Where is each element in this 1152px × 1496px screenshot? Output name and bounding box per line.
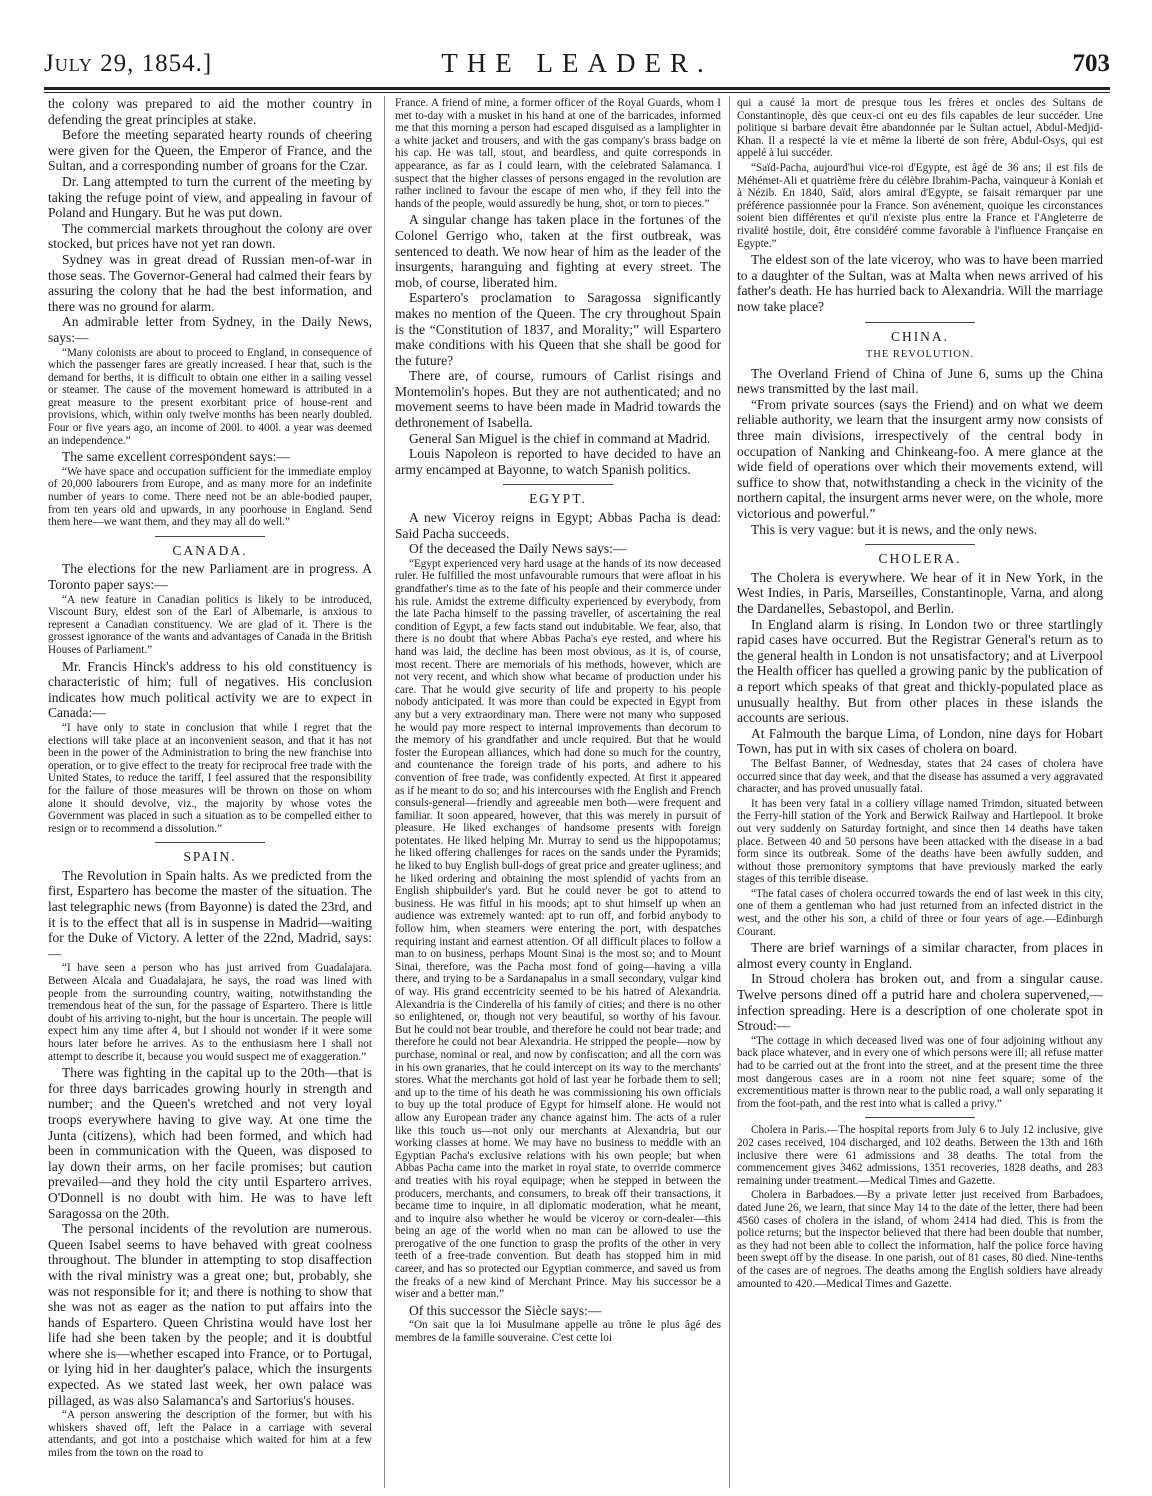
masthead-rule-thin	[44, 92, 1110, 93]
paragraph: “From private sources (says the Friend) and on what we deem reliable authority, we learn that the insurgent army now consists of three main divisions, irrespectively of the central body in occupation of Nanking and Chinkeang-foo. A mere glance at the wide field of operations over which their movements extend, will suffice to show that, notwithstanding a check in the vicinity of the northern capital, the insurgent arms never were, on the whole, more victorious and powerful.”	[737, 396, 1103, 522]
paragraph: In England alarm is rising. In London two or three startlingly rapid cases have occurred. But the Registrar General's return as to the general health in London is not unsatisfactory; and at Liverpool the Health officer has quelled a growing panic by the publication of a report which speaks of that great and thickly-populated place as unusually healthy. But from other places in these islands the accounts are serious.	[737, 616, 1103, 726]
paragraph: There are brief warnings of a similar character, from places in almost every county in England.	[737, 940, 1103, 971]
paragraph: Mr. Francis Hinck's address to his old constituency is characteristic of him; full of negatives. His conclusion indicates how much political activity we are to expect in Canada:—	[48, 658, 372, 721]
section-heading-canada: CANADA.	[172, 542, 248, 558]
paragraph: A singular change has taken place in the fortunes of the Colonel Gerrigo who, taken at the first outbreak, was sentenced to death. We now hear of him as the leader of the insurgents, haranguing and fighting at every street. The mob, of course, liberated him.	[395, 212, 721, 290]
paragraph: Louis Napoleon is reported to have decided to have an army encamped at Bayonne, to watch Spanish politics.	[395, 446, 721, 477]
paragraph: The Overland Friend of China of June 6, sums up the China news transmitted by the last mail.	[737, 365, 1103, 397]
paragraph: Of the deceased the Daily News says:—	[409, 541, 627, 557]
paragraph: There are, of course, rumours of Carlist risings and Montemolin's hopes. But they are not authenticated; and no movement seems to have been made in Madrid towards the dethronement of Isabella.	[395, 368, 721, 431]
paragraph: The commercial markets throughout the colony are over stocked, but prices have not yet ran down.	[48, 220, 372, 252]
news-note: Cholera in Paris.—The hospital reports from July 6 to July 12 inclusive, give 202 cases received, 104 discharged, and 102 deaths. Between the 13th and 16th inclusive there were 61 admissions and 38 deaths. The total from the commencement gives 3462 admissions, 1351 recoveries, 1828 deaths, and 283 remaining under treatment.—Medical Times and Gazette.	[737, 1124, 1103, 1187]
column-2	[395, 96, 721, 1491]
section-separator	[503, 484, 613, 485]
page-number: 703	[1072, 50, 1110, 77]
paragraph: At Falmouth the barque Lima, of London, nine days for Hobart Town, has put in with six cases of cholera on board.	[737, 725, 1103, 757]
paragraph: The same excellent correspondent says:—	[62, 449, 290, 465]
quotation: “The cottage in which deceased lived was one of four adjoining without any back place whatever, and in every one of which persons were ill; all refuse matter had to be carried out at the front into the street, and at the present time the three most dangerous cases are in a room not nine feet square; some of the excrementitious matter is thrown near to the public road, a wall only separating it from the foot-path, and the rest into what is called a privy.”	[737, 1034, 1103, 1110]
paragraph: the colony was prepared to aid the mother country in defending the great principles at stake.	[48, 96, 372, 127]
column-3	[737, 96, 1103, 1491]
paragraph: A new Viceroy reigns in Egypt; Abbas Pacha is dead: Said Pacha succeeds.	[395, 510, 721, 541]
quotation: “I have seen a person who has just arrived from Guadalajara. Between Alcala and Guadalajara, he says, the road was lined with people from the surrounding country, waiting, notwithstanding the tremendous heat of the sun, for the passage of Espartero. There is little doubt of his arriving to-night, but the hour is uncertain. The people will expect him any time after 4, but I should not wonder if it were some hours later before he arrives. As to the enthusiasm here I shall not attempt to describe it, because you would suspect me of exaggeration.”	[48, 962, 372, 1063]
section-heading-china: CHINA.	[890, 328, 950, 344]
quotation: It has been very fatal in a colliery village named Trimdon, situated between the Ferry-hill station of the York and Berwick Railway and Hartlepool. It broke out very suddenly on Saturday fortnight, and since then 14 deaths have taken place. Between 40 and 50 persons have been attacked with the disease in a bad form since its outbreak. Some of the deaths have been awfully sudden, and without those premonitory symptoms that have previously marked the early stages of this terrible disease.	[737, 797, 1103, 886]
section-separator	[155, 536, 265, 537]
section-heading-egypt: EGYPT.	[529, 491, 587, 507]
paragraph: There was fighting in the capital up to the 20th—that is for three days barricades growing hourly in strength and number; and the Queen's wretched and not very loyal troops everywhere having to give way. At one time the Junta (citizens), which had been formed, and which had been in communication with the Queen, was disposed to lay down their arms, on her facile promises; but caution prevailed—and they hold the city until Espartero arrives. O'Donnell is no doubt with him. He was to have left Saragossa on the 20th.	[48, 1065, 372, 1221]
section-heading-cholera: CHOLERA.	[878, 551, 962, 567]
column-divider-2	[729, 96, 730, 1488]
paragraph: Dr. Lang attempted to turn the current of the meeting by taking the refuge point of view, and appealing in favour of Poland and Hungary. But he was put down.	[48, 173, 372, 221]
quotation: “Many colonists are about to proceed to England, in consequence of which the passenger fares are greatly increased. I hear that, such is the demand for berths, it is difficult to obtain one either in a sailing vessel or steamer. The cause of the movement homeward is attributed in a great measure to the present exorbitant price of house-rent and provisions, which, within only twelve months has been nearly doubled. Four or five years ago, an income of 200l. to 400l. a year was deemed an independence.”	[48, 346, 372, 447]
section-separator	[865, 322, 975, 323]
masthead	[44, 46, 1110, 86]
section-separator	[865, 1117, 975, 1118]
paragraph: Before the meeting separated hearty rounds of cheering were given for the Queen, the Emperor of France, and the Sultan, and a corresponding number of groans for the Czar.	[48, 127, 372, 174]
quotation: “I have only to state in conclusion that while I regret that the elections will take place at an inconvenient season, and that it has not been in the power of the Administration to bring the new franchise into operation, or to give effect to the treaty for reciprocal free trade with the United States, to reduce the tariff, I feel assured that the responsibility for the failure of those measures will be thrown on those on whom alone it should devolve, viz., the majority by whose votes the Government was placed in such a situation as to be compelled either to resign or to recommend a dissolution.”	[48, 721, 372, 835]
quotation: “The fatal cases of cholera occurred towards the end of last week in this city, one of them a gentleman who had just returned from an infected district in the west, and the other his son, a child of three or four years of age.—Edinburgh Courant.	[737, 887, 1103, 938]
quotation: The Belfast Banner, of Wednesday, states that 24 cases of cholera have occurred since that day week, and that the disease has assumed a very aggravated character, and has proved unusually fatal.	[737, 757, 1103, 796]
paragraph: The Revolution in Spain halts. As we predicted from the first, Espartero has become the master of the situation. The last telegraphic news (from Bayonne) is dated the 23rd, and it is to the effect that all is in suspense in Madrid—waiting for the Duke of Victory. A letter of the 22nd, Madrid, says:—	[48, 867, 372, 961]
quotation: “We have space and occupation sufficient for the immediate employ of 20,000 labourers from Europe, and as many more for an indefinite number of years to come. There need not be an able-bodied pauper, from ten years old and upwards, in any poorhouse in England. Send them here—we want them, and they may all do well.”	[48, 465, 372, 529]
quotation: France. A friend of mine, a former officer of the Royal Guards, whom I met to-day with a musket in his hand at one of the barricades, informed me that this morning a person had escaped disguised as a lamplighter in a white jacket and trousers, and with the gas company's brass badge on his cap. He was tall, stout, and beardless, and quite corresponds in appearance, as far as I could learn, with the celebrated Salamanca. I suspect that the higher classes of persons engaged in the revolution are rather inclined to favour the escape of men who, if they fell into the hands of the people, would assuredly be hung, shot, or torn to pieces.”	[395, 97, 721, 210]
section-separator	[865, 544, 975, 545]
column-1	[48, 96, 372, 1491]
quotation: “A new feature in Canadian politics is likely to be introduced, Viscount Bury, eldest son of the Earl of Albemarle, is anxious to represent a Canadian constituency. We are glad of it. There is the grossest ignorance of the wants and advantages of Canada in the British Houses of Parliament.”	[48, 593, 372, 656]
paragraph: Sydney was in great dread of Russian men-of-war in those seas. The Governor-General had calmed their fears by assuring the colony that he had the best information, and there was no ground for alarm.	[48, 251, 372, 314]
quotation: “Egypt experienced very hard usage at the hands of its now deceased ruler. He fulfilled the most unfavourable rumours that were afloat in his grandfather's time as to the fate of his people and their commerce under his rule. Amidst the extreme difficulty experienced by everybody, from the late Pacha himself to the passing traveller, of ascertaining the real condition of Egypt, a few facts stand out indubitable. We fear, also, that there is no doubt that where Abbas Pacha's eye rested, and where his hand was laid, the decline has been most obvious, as it is, of course, most recent. There are memorials of his methods, however, which are not very recent, and which show what became of production under his care. That he would give security of life and property to his people nobody anticipated. It was more than could be expected in Egypt from any but a very extraordinary man. There were not many who supposed he would pay more respect to internal improvements than decorum to the memory of his grandfather and uncle required. But that he would foster the European alliances, which had done so much for the country, and countenance the foreign trade of his ports, and adhere to his convention of free trade, was confidently expected. At first it appeared as if he meant to do so; and his intercourses with the English and French consuls-general—friendly and agreeable men both—were frequent and familiar. It soon appeared, however, that this was merely in pursuit of pleasure. He liked exchanges of handsome presents with foreign potentates. He liked helping Mr. Murray to send us the hippopotamus; he liked offering challenges for races on the sands under the Pyramids; he liked to buy English bull-dogs of great price and greater ugliness; and he liked ordering and obtaining the most splendid of yachts from an English shipbuilder's yard. But he could never be got to attend to business. He was fitful in his moods; apt to shut himself up when an audience was extremely wanted: apt to run off, and forbid anybody to follow him, when steamers were entering the port, with despatches requiring instant and earnest attention. Of all difficult places to follow a man to on business, perhaps Mount Sinai is the most so; and to Mount Sinai, therefore, was the Pacha most fond of going—having a villa there, and trying to be a Sardanapalus in a small secondary, vulgar kind of way. His grand eccentricity seemed to be his hatred of Alexandria. Alexandria is the Cinderella of his family of cities; and there is no other so enlightened, or, though not very beautiful, so worthy of his favour. But he could not bear trouble, and therefore he could not bear trade; and therefore he could not bear Alexandria. He stripped the people—now by purchase, nominal or real, and now by confiscation; and all the corn was in his own granaries, that he could intercept on its way to the merchants' stores. What the merchants got hold of last year he forbade them to sell; and up to the time of his death he was commissioning his own officials to buy up the total produce of Egypt for himself alone. He would not allow any European trader any chance against him. The acts of a ruler like this touch us—not only our merchants at Alexandria, but our working classes at home. We may have no business to meddle with an Egyptian Pacha's exclusive relations with his own people; but when Abbas Pacha came into the market in royal state, to override commerce and treaties with his royal equipage; when he stepped in between the producers, merchants, and consumers, to break off their transactions, it became time to inquire, in all diplomatic moderation, what he meant, and to inquire also whether he would be viceroy or corn-dealer—this being an age of the world when no man can be allowed to use the prerogative of the one function to grasp the profits of the other in very teeth of a free-trade convention. But death has stopped him in mid career, and has so protected our Egyptian commerce, and saved us from the freaks of a new kind of Merchant Prince. May his successor be a wiser and a better man.”	[395, 557, 721, 1301]
paragraph: Espartero's proclamation to Saragossa significantly makes no mention of the Queen. The cry throughout Spain is the “Constitution of 1837, and Morality;” will Espartero make conditions with his Queen that she shall be good for the future?	[395, 290, 721, 368]
issue-date: July 29, 1854.]	[44, 50, 213, 77]
quotation: “On sait que la loi Musulmane appelle au trône le plus âgé des membres de la famille souveraine. C'est cette loi	[395, 1319, 721, 1345]
column-divider-1	[384, 96, 385, 1488]
paragraph: The elections for the new Parliament are in progress. A Toronto paper says:—	[48, 561, 372, 592]
paragraph: The Cholera is everywhere. We hear of it in New York, in the West Indies, in Paris, Marseilles, Constantinople, Varna, and along the Dardanelles, Sebastopol, and Berlin.	[737, 569, 1103, 616]
quotation: qui a causé la mort de presque tous les frères et oncles des Sultans de Constantinople, dès que ceux-ci ont eu des fils capables de leur succéder. Une politique si barbare devait être abandonnée par le Sultan actuel, Abdul-Medjid-Khan. Il a respecté la vie et même la liberté de son frère, Abdul-Osys, qui est appelé à lui succéder.	[737, 97, 1103, 160]
section-subheading: THE REVOLUTION.	[865, 349, 975, 361]
paragraph: Of this successor the Siècle says:—	[409, 1302, 602, 1318]
masthead-rule-thick	[44, 87, 1110, 90]
news-note: Cholera in Barbadoes.—By a private letter just received from Barbadoes, dated June 26, we learn, that since May 14 to the date of the letter, there had been 4560 cases of cholera in the island, of whom 2414 had died. This is from the police returns; but the inspector believed that there had been double that number, as they had not been able to collect the information, half the police force having been swept off by the disease. In one parish, out of 81 cases, 80 died. Nine-tenths of the cases are of negroes. The deaths among the English soldiers have already amounted to 420.—Medical Times and Gazette.	[737, 1189, 1103, 1290]
paragraph: General San Miguel is the chief in command at Madrid.	[409, 430, 711, 446]
paragraph: This is very vague: but it is news, and the only news.	[751, 521, 1038, 537]
quotation: “Saïd-Pacha, aujourd'hui vice-roi d'Egypte, est âgé de 36 ans; il est fils de Méhémet-Ali et quatrième frère du célèbre Ibrahim-Pacha, vainqueur à Koniah et à Nézib. En 1840, Saïd, alors amiral d'Egypte, se faisait remarquer par une préférence passionnée pour la France. Son avénement, quoique les circonstances soient bien différentes et qu'il n'existe plus entre la France et l'Angleterre de rivalité hostile, doit, être considéré comme favorable à l'influence Française en Egypte.”	[737, 161, 1103, 250]
quotation: “A person answering the description of the former, but with his whiskers shaved off, left the Palace in a carriage with several attendants, and got into a postchaise which waited for him at a few miles from the town on the road to	[48, 1409, 372, 1460]
section-heading-spain: SPAIN.	[183, 849, 237, 865]
paragraph: In Stroud cholera has broken out, and from a singular cause. Twelve persons dined off a putrid hare and cholera supervened,—infection spreading. Here is a description of one cholerate spot in Stroud:—	[737, 971, 1103, 1034]
paragraph: An admirable letter from Sydney, in the Daily News, says:—	[48, 314, 372, 345]
section-separator	[155, 842, 265, 843]
paragraph: The personal incidents of the revolution are numerous. Queen Isabel seems to have behaved with great coolness throughout. The blunder in attempting to stop disaffection with the rival ministry was a great one; but, probably, she was not responsible for it; and there is nothing to show that she was not as eager as the nation to put affairs into the hands of Espartero. Queen Christina would have lost her life had she been taken by the people; and it is doubtful where she is—whether escaped into France, or to Portugal, or lying hid in her daughter's palace, which the insurgents expected. As we stated last week, her own palace was pillaged, as was also Salamanca's and Sartorius's houses.	[48, 1221, 372, 1408]
paragraph: The eldest son of the late viceroy, who was to have been married to a daughter of the Sultan, was at Malta when news arrived of his father's death. He has hurried back to Alexandria. Will the marriage now take place?	[737, 252, 1103, 314]
newspaper-title: THE LEADER.	[441, 48, 713, 78]
